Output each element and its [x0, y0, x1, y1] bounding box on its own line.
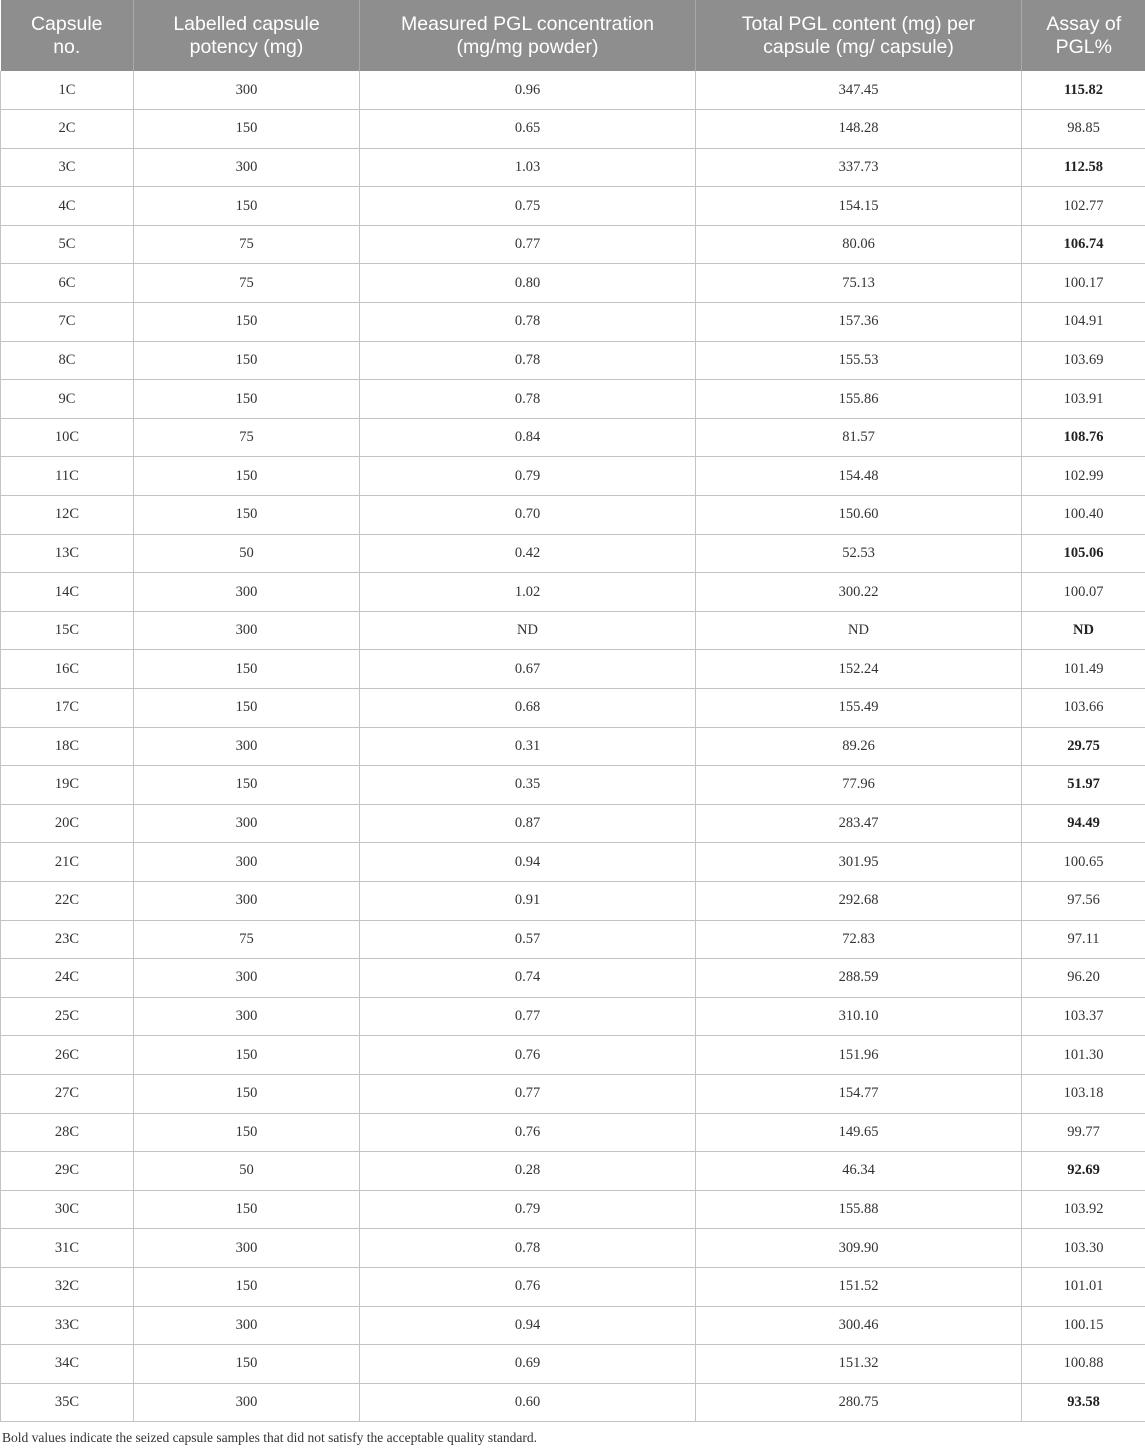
- cell-capsule-no: 28C: [1, 1113, 134, 1152]
- table-row: [1, 881, 1145, 920]
- cell-labelled-potency: 300: [134, 1229, 360, 1268]
- cell-assay-percent: 102.99: [1022, 457, 1145, 496]
- header-row: [1, 0, 1145, 71]
- header-capsule-no: Capsule no.: [1, 0, 134, 71]
- cell-capsule-no: 13C: [1, 534, 134, 573]
- cell-assay-percent: 103.66: [1022, 689, 1145, 728]
- table-row: [1, 71, 1145, 110]
- cell-measured-concentration: 0.78: [360, 341, 696, 380]
- cell-measured-concentration: 0.77: [360, 1074, 696, 1113]
- table-row: [1, 341, 1145, 380]
- cell-assay-percent: 103.91: [1022, 380, 1145, 419]
- cell-capsule-no: 26C: [1, 1036, 134, 1075]
- cell-total-content: 148.28: [696, 110, 1022, 149]
- cell-measured-concentration: 0.87: [360, 804, 696, 843]
- cell-assay-percent: 106.74: [1022, 225, 1145, 264]
- cell-assay-percent: 101.01: [1022, 1267, 1145, 1306]
- table-row: [1, 611, 1145, 650]
- table-row: [1, 1383, 1145, 1422]
- cell-measured-concentration: 0.42: [360, 534, 696, 573]
- cell-labelled-potency: 75: [134, 418, 360, 457]
- cell-assay-percent: 51.97: [1022, 766, 1145, 805]
- table-row: [1, 689, 1145, 728]
- cell-total-content: 155.53: [696, 341, 1022, 380]
- cell-assay-percent: 103.18: [1022, 1074, 1145, 1113]
- cell-measured-concentration: 0.69: [360, 1345, 696, 1384]
- cell-assay-percent: 97.56: [1022, 881, 1145, 920]
- cell-capsule-no: 29C: [1, 1152, 134, 1191]
- cell-capsule-no: 27C: [1, 1074, 134, 1113]
- cell-assay-percent: 101.30: [1022, 1036, 1145, 1075]
- cell-assay-percent: 101.49: [1022, 650, 1145, 689]
- cell-capsule-no: 14C: [1, 573, 134, 612]
- cell-total-content: 149.65: [696, 1113, 1022, 1152]
- table-row: [1, 496, 1145, 535]
- cell-capsule-no: 10C: [1, 418, 134, 457]
- cell-labelled-potency: 150: [134, 303, 360, 342]
- cell-total-content: 347.45: [696, 71, 1022, 110]
- cell-capsule-no: 4C: [1, 187, 134, 226]
- cell-total-content: 337.73: [696, 148, 1022, 187]
- cell-assay-percent: 94.49: [1022, 804, 1145, 843]
- table-row: [1, 1152, 1145, 1191]
- cell-labelled-potency: 300: [134, 727, 360, 766]
- cell-labelled-potency: 150: [134, 457, 360, 496]
- table-row: [1, 1190, 1145, 1229]
- table-row: [1, 187, 1145, 226]
- cell-labelled-potency: 75: [134, 264, 360, 303]
- cell-assay-percent: 29.75: [1022, 727, 1145, 766]
- cell-capsule-no: 1C: [1, 71, 134, 110]
- table-row: [1, 920, 1145, 959]
- table-row: [1, 766, 1145, 805]
- cell-labelled-potency: 150: [134, 1267, 360, 1306]
- cell-total-content: 280.75: [696, 1383, 1022, 1422]
- table-row: [1, 573, 1145, 612]
- header-labelled-potency: Labelled capsule potency (mg): [134, 0, 360, 71]
- cell-assay-percent: 99.77: [1022, 1113, 1145, 1152]
- cell-measured-concentration: 0.91: [360, 881, 696, 920]
- cell-total-content: 77.96: [696, 766, 1022, 805]
- table-row: [1, 534, 1145, 573]
- cell-total-content: 81.57: [696, 418, 1022, 457]
- cell-assay-percent: 100.65: [1022, 843, 1145, 882]
- table-row: [1, 380, 1145, 419]
- cell-measured-concentration: 0.78: [360, 1229, 696, 1268]
- table-row: [1, 997, 1145, 1036]
- cell-assay-percent: 97.11: [1022, 920, 1145, 959]
- cell-labelled-potency: 150: [134, 650, 360, 689]
- table-row: [1, 1036, 1145, 1075]
- cell-labelled-potency: 300: [134, 997, 360, 1036]
- cell-capsule-no: 19C: [1, 766, 134, 805]
- table-row: [1, 264, 1145, 303]
- cell-assay-percent: 93.58: [1022, 1383, 1145, 1422]
- table-row: [1, 303, 1145, 342]
- cell-measured-concentration: 0.68: [360, 689, 696, 728]
- cell-measured-concentration: 0.84: [360, 418, 696, 457]
- cell-labelled-potency: 300: [134, 1306, 360, 1345]
- cell-total-content: 154.48: [696, 457, 1022, 496]
- cell-labelled-potency: 300: [134, 573, 360, 612]
- cell-capsule-no: 32C: [1, 1267, 134, 1306]
- cell-capsule-no: 3C: [1, 148, 134, 187]
- cell-labelled-potency: 150: [134, 766, 360, 805]
- cell-assay-percent: 100.17: [1022, 264, 1145, 303]
- cell-total-content: 80.06: [696, 225, 1022, 264]
- table-row: [1, 110, 1145, 149]
- cell-total-content: 310.10: [696, 997, 1022, 1036]
- cell-total-content: 89.26: [696, 727, 1022, 766]
- cell-labelled-potency: 300: [134, 71, 360, 110]
- cell-capsule-no: 17C: [1, 689, 134, 728]
- cell-capsule-no: 23C: [1, 920, 134, 959]
- cell-assay-percent: 105.06: [1022, 534, 1145, 573]
- cell-capsule-no: 9C: [1, 380, 134, 419]
- cell-measured-concentration: 0.76: [360, 1036, 696, 1075]
- cell-total-content: 288.59: [696, 959, 1022, 998]
- cell-total-content: 152.24: [696, 650, 1022, 689]
- table-row: [1, 148, 1145, 187]
- cell-capsule-no: 6C: [1, 264, 134, 303]
- cell-capsule-no: 34C: [1, 1345, 134, 1384]
- cell-labelled-potency: 150: [134, 689, 360, 728]
- cell-measured-concentration: 0.80: [360, 264, 696, 303]
- cell-capsule-no: 21C: [1, 843, 134, 882]
- table-footnote: Bold values indicate the seized capsule samples that did not satisfy the acceptable quality standard.: [0, 1422, 1145, 1452]
- cell-labelled-potency: 150: [134, 1345, 360, 1384]
- cell-labelled-potency: 150: [134, 1036, 360, 1075]
- table-row: [1, 1074, 1145, 1113]
- cell-measured-concentration: 0.94: [360, 1306, 696, 1345]
- cell-total-content: 72.83: [696, 920, 1022, 959]
- cell-total-content: 154.15: [696, 187, 1022, 226]
- table-row: [1, 804, 1145, 843]
- cell-labelled-potency: 300: [134, 959, 360, 998]
- cell-measured-concentration: 0.96: [360, 71, 696, 110]
- cell-labelled-potency: 50: [134, 534, 360, 573]
- cell-capsule-no: 31C: [1, 1229, 134, 1268]
- cell-labelled-potency: 300: [134, 804, 360, 843]
- cell-labelled-potency: 150: [134, 1113, 360, 1152]
- header-measured-concentration: Measured PGL concentration (mg/mg powder): [360, 0, 696, 71]
- cell-measured-concentration: 0.74: [360, 959, 696, 998]
- cell-capsule-no: 22C: [1, 881, 134, 920]
- cell-assay-percent: 108.76: [1022, 418, 1145, 457]
- cell-labelled-potency: 300: [134, 148, 360, 187]
- cell-assay-percent: 104.91: [1022, 303, 1145, 342]
- cell-total-content: 155.49: [696, 689, 1022, 728]
- table-row: [1, 1267, 1145, 1306]
- cell-labelled-potency: 75: [134, 920, 360, 959]
- cell-measured-concentration: 0.28: [360, 1152, 696, 1191]
- cell-measured-concentration: ND: [360, 611, 696, 650]
- cell-assay-percent: 103.69: [1022, 341, 1145, 380]
- cell-measured-concentration: 0.76: [360, 1113, 696, 1152]
- cell-capsule-no: 12C: [1, 496, 134, 535]
- cell-capsule-no: 5C: [1, 225, 134, 264]
- table-row: [1, 457, 1145, 496]
- table-row: [1, 843, 1145, 882]
- cell-total-content: 75.13: [696, 264, 1022, 303]
- cell-labelled-potency: 300: [134, 881, 360, 920]
- cell-capsule-no: 20C: [1, 804, 134, 843]
- cell-capsule-no: 30C: [1, 1190, 134, 1229]
- cell-assay-percent: 100.07: [1022, 573, 1145, 612]
- cell-total-content: 300.22: [696, 573, 1022, 612]
- cell-capsule-no: 2C: [1, 110, 134, 149]
- cell-total-content: 301.95: [696, 843, 1022, 882]
- cell-labelled-potency: 150: [134, 1074, 360, 1113]
- cell-total-content: 151.96: [696, 1036, 1022, 1075]
- cell-total-content: ND: [696, 611, 1022, 650]
- cell-measured-concentration: 0.79: [360, 1190, 696, 1229]
- cell-total-content: 155.88: [696, 1190, 1022, 1229]
- cell-measured-concentration: 1.03: [360, 148, 696, 187]
- cell-measured-concentration: 0.70: [360, 496, 696, 535]
- cell-capsule-no: 18C: [1, 727, 134, 766]
- cell-capsule-no: 15C: [1, 611, 134, 650]
- cell-measured-concentration: 0.65: [360, 110, 696, 149]
- cell-total-content: 151.32: [696, 1345, 1022, 1384]
- cell-measured-concentration: 0.35: [360, 766, 696, 805]
- cell-labelled-potency: 300: [134, 843, 360, 882]
- cell-labelled-potency: 75: [134, 225, 360, 264]
- cell-capsule-no: 11C: [1, 457, 134, 496]
- table-row: [1, 1345, 1145, 1384]
- header-total-content: Total PGL content (mg) per capsule (mg/ capsule): [696, 0, 1022, 71]
- cell-total-content: 52.53: [696, 534, 1022, 573]
- cell-labelled-potency: 150: [134, 1190, 360, 1229]
- table-row: [1, 225, 1145, 264]
- cell-assay-percent: 100.40: [1022, 496, 1145, 535]
- table-row: [1, 959, 1145, 998]
- cell-total-content: 157.36: [696, 303, 1022, 342]
- cell-labelled-potency: 50: [134, 1152, 360, 1191]
- cell-measured-concentration: 0.57: [360, 920, 696, 959]
- cell-assay-percent: 115.82: [1022, 71, 1145, 110]
- cell-assay-percent: 98.85: [1022, 110, 1145, 149]
- cell-assay-percent: ND: [1022, 611, 1145, 650]
- cell-measured-concentration: 1.02: [360, 573, 696, 612]
- cell-measured-concentration: 0.76: [360, 1267, 696, 1306]
- cell-assay-percent: 92.69: [1022, 1152, 1145, 1191]
- cell-assay-percent: 100.15: [1022, 1306, 1145, 1345]
- cell-measured-concentration: 0.60: [360, 1383, 696, 1422]
- cell-total-content: 150.60: [696, 496, 1022, 535]
- table-row: [1, 1113, 1145, 1152]
- cell-capsule-no: 8C: [1, 341, 134, 380]
- cell-assay-percent: 96.20: [1022, 959, 1145, 998]
- table-header: [1, 0, 1145, 71]
- cell-assay-percent: 103.92: [1022, 1190, 1145, 1229]
- cell-measured-concentration: 0.94: [360, 843, 696, 882]
- cell-total-content: 292.68: [696, 881, 1022, 920]
- cell-assay-percent: 100.88: [1022, 1345, 1145, 1384]
- cell-assay-percent: 112.58: [1022, 148, 1145, 187]
- cell-labelled-potency: 300: [134, 611, 360, 650]
- cell-total-content: 309.90: [696, 1229, 1022, 1268]
- cell-labelled-potency: 150: [134, 380, 360, 419]
- cell-capsule-no: 24C: [1, 959, 134, 998]
- cell-total-content: 155.86: [696, 380, 1022, 419]
- cell-measured-concentration: 0.79: [360, 457, 696, 496]
- table-row: [1, 418, 1145, 457]
- cell-capsule-no: 7C: [1, 303, 134, 342]
- cell-measured-concentration: 0.67: [360, 650, 696, 689]
- table-row: [1, 727, 1145, 766]
- cell-measured-concentration: 0.78: [360, 380, 696, 419]
- table-row: [1, 650, 1145, 689]
- cell-capsule-no: 33C: [1, 1306, 134, 1345]
- cell-assay-percent: 103.30: [1022, 1229, 1145, 1268]
- cell-assay-percent: 103.37: [1022, 997, 1145, 1036]
- cell-labelled-potency: 150: [134, 187, 360, 226]
- table-row: [1, 1229, 1145, 1268]
- cell-measured-concentration: 0.77: [360, 997, 696, 1036]
- cell-assay-percent: 102.77: [1022, 187, 1145, 226]
- header-assay-percent: Assay of PGL%: [1022, 0, 1145, 71]
- cell-labelled-potency: 150: [134, 496, 360, 535]
- cell-labelled-potency: 150: [134, 110, 360, 149]
- cell-capsule-no: 35C: [1, 1383, 134, 1422]
- cell-total-content: 154.77: [696, 1074, 1022, 1113]
- cell-measured-concentration: 0.31: [360, 727, 696, 766]
- cell-total-content: 300.46: [696, 1306, 1022, 1345]
- table-body: [1, 71, 1145, 1422]
- cell-measured-concentration: 0.78: [360, 303, 696, 342]
- cell-measured-concentration: 0.77: [360, 225, 696, 264]
- cell-total-content: 283.47: [696, 804, 1022, 843]
- cell-capsule-no: 16C: [1, 650, 134, 689]
- cell-measured-concentration: 0.75: [360, 187, 696, 226]
- cell-labelled-potency: 150: [134, 341, 360, 380]
- cell-total-content: 46.34: [696, 1152, 1022, 1191]
- cell-total-content: 151.52: [696, 1267, 1022, 1306]
- cell-labelled-potency: 300: [134, 1383, 360, 1422]
- table-row: [1, 1306, 1145, 1345]
- cell-capsule-no: 25C: [1, 997, 134, 1036]
